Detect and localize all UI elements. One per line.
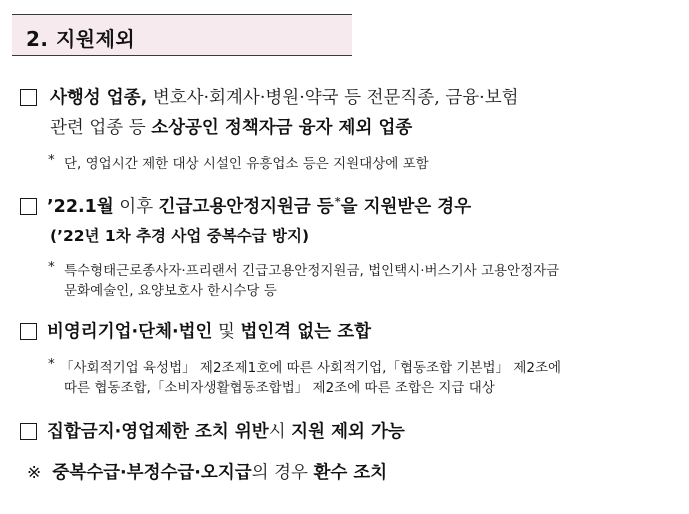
checkbox-icon [20, 89, 37, 106]
item4-line1 [47, 418, 405, 443]
item4-normal-text: 시 [268, 422, 292, 442]
reference-normal-text: 의 경우 [251, 463, 314, 483]
reference-bold-text-2: 환수 조치 [313, 463, 388, 483]
item3-bold-text: 비영리기업·단체·법인 [47, 322, 213, 342]
reference-bold-text: 중복수급·부정수급·오지급 [52, 463, 252, 483]
note-marker: * [48, 152, 55, 168]
item3-note-line1: 「사회적기업 육성법」 제2조제1호에 따른 사회적기업,「협동조합 기본법」 제2조에 [60, 360, 562, 376]
item2-note-line2: 문화예술인, 요양보호사 한시수당 등 [64, 283, 277, 299]
item4-bold-text: 집합금지·영업제한 조치 위반 [47, 422, 269, 442]
item4-bold-text-2: 지원 제외 가능 [291, 422, 405, 442]
item1-line2 [50, 114, 412, 139]
item1-normal-text: 변호사·회계사·병원·약국 등 전문직종, 금융·보험 [147, 88, 519, 108]
item1-line1 [50, 84, 519, 109]
item1-bold-text-2: 소상공인 정책자금 융자 제외 업종 [151, 118, 413, 138]
item3-bold-text-2: 법인격 없는 조합 [240, 322, 372, 342]
item2-bold-text-2: 긴급고용안정지원금 등 [158, 197, 334, 217]
item3-note-line2: 따른 협동조합,「소비자생활협동조합법」 제2조에 따른 조합은 지급 대상 [64, 380, 495, 396]
item1-bold-text: 사행성 업종, [50, 88, 148, 108]
checkbox-icon [20, 423, 37, 440]
item2-paren-note: (’22년 1차 추경 사업 중복수급 방지) [50, 227, 310, 245]
section-header [12, 14, 352, 56]
reference-line [27, 459, 387, 484]
item2-bold-text-3: 을 지원받은 경우 [340, 197, 472, 217]
note-marker: * [48, 259, 55, 275]
note-marker: * [48, 356, 55, 372]
checkbox-icon [20, 198, 37, 215]
item2-line1 [47, 193, 471, 218]
item3-line1 [47, 318, 371, 343]
item2-normal-text: 이후 [113, 197, 159, 217]
footnote-star: * [334, 195, 341, 208]
checkbox-icon [20, 323, 37, 340]
item3-normal-text: 및 [212, 322, 241, 342]
section-title: 2. 지원제외 [26, 27, 136, 51]
item1-note: 단, 영업시간 제한 대상 시설인 유흥업소 등은 지원대상에 포함 [64, 156, 429, 172]
item1-normal-text-2: 관련 업종 등 [50, 118, 152, 138]
item2-note-line1: 특수형태근로종사자·프리랜서 긴급고용안정지원금, 법인택시·버스기사 고용안정자금 [64, 263, 560, 279]
item2-bold-text: ’22.1월 [47, 197, 114, 217]
reference-mark-icon: ※ [27, 463, 42, 483]
